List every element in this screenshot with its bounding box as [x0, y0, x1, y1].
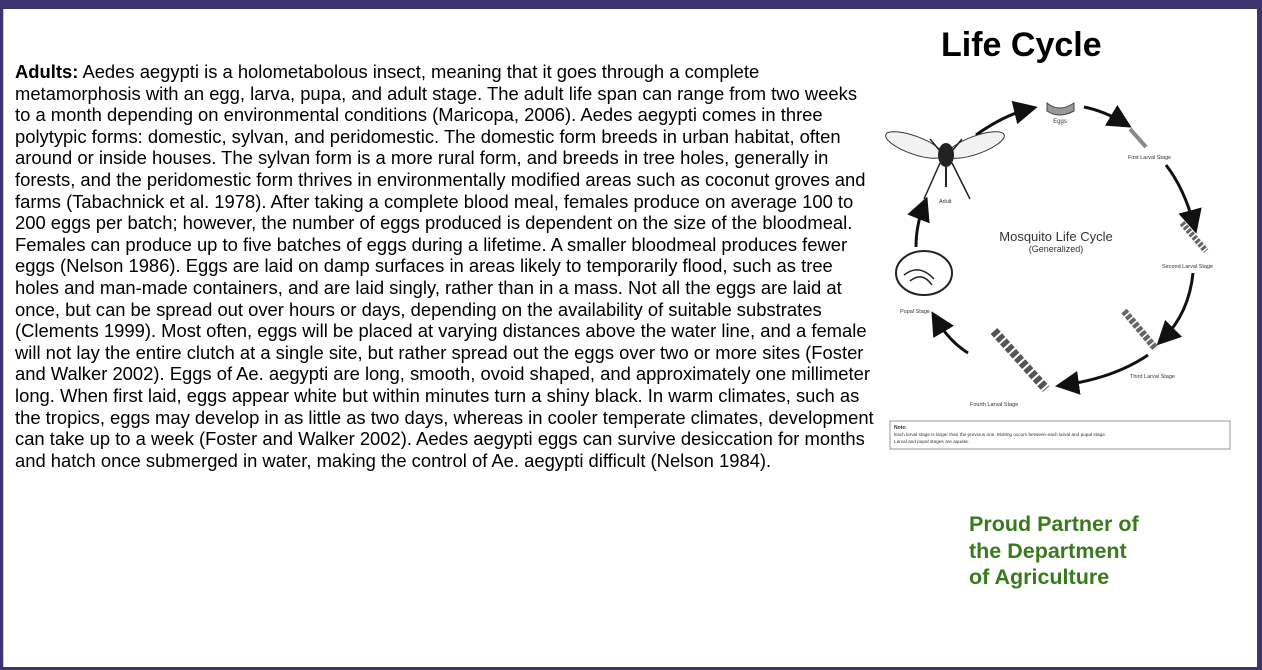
first-larval-illustration [1130, 129, 1146, 147]
diagram-title: Mosquito Life Cycle [999, 229, 1113, 244]
diagram-note-line-1: Each larval stage is larger than the previous one. Molting occurs between each larval and pupal stage. [894, 432, 1107, 437]
arrow-first-to-second [1166, 165, 1194, 225]
stage-label-adult: Adult [939, 199, 952, 205]
pupa-illustration [896, 251, 952, 295]
stage-label-third-larval: Third Larval Stage [1130, 374, 1175, 380]
stage-label-eggs: Eggs [1053, 119, 1067, 125]
adults-paragraph [15, 61, 875, 471]
partner-line: of Agriculture [969, 565, 1110, 589]
life-cycle-title: Life Cycle [941, 26, 1102, 64]
fourth-larval-illustration [994, 331, 1046, 389]
page-content [3, 9, 1257, 667]
diagram-note-heading: Note: [894, 425, 907, 431]
diagram-subtitle: (Generalized) [1028, 244, 1084, 254]
stage-label-fourth-larval: Fourth Larval Stage [970, 402, 1019, 408]
arrow-fourth-to-pupal [936, 319, 968, 353]
partner-line: the Department [969, 538, 1127, 563]
arrow-third-to-fourth [1064, 355, 1148, 385]
arrow-eggs-to-first [1084, 107, 1124, 123]
adults-body-text: Aedes aegypti is a holometabolous insect, meaning that it goes through a complete metamorphosis with an egg, larva, pupa, and adult stage. The adult life span can range from two weeks to a month depending on environmental conditions (Maricopa, 2006). Aedes aegypti comes in three polytypic forms: domestic, sylvan, and peridomestic. The domestic form breeds in urban habitat, often around or inside houses. The sylvan form is a more rural form, and breeds in tree holes, generally in forests, and the peridomestic form thrives in environmentally modified areas such as coconut groves and farms (Tabachnick et al. 1978). After taking a complete blood meal, females produce on average 100 to 200 eggs per batch; however, the number of eggs produced is dependent on the size of the bloodmeal. Females can produce up to five batches of eggs during a lifetime. A smaller bloodmeal produces fewer eggs (Nelson 1986). Eggs are laid on damp surfaces in areas likely to temporarily flood, such as tree holes and man-made containers, and are laid singly, rather than in a mass. Not all the eggs are laid at once, but can be spread out over hours or days, depending on the availability of suitable substrates (Clements 1999). Most often, eggs will be placed at varying distances above the water line, and a female will not lay the entire clutch at a single site, but rather spread out the eggs over two or more sites (Foster and Walker 2002). Eggs of Ae. aegypti are long, smooth, ovoid shaped, and approximately one millimeter long. When first laid, eggs appear white but within minutes turn a shiny black. In warm climates, such as the tropics, eggs may develop in as little as two days, whereas in cooler temperate climates, development can take up to a week (Foster and Walker 2002). Aedes aegypti eggs can survive desiccation for months and hatch once submerged in water, making the control of Ae. aegypti difficult (Nelson 1984). [15, 61, 874, 471]
second-larval-illustration [1182, 223, 1206, 251]
third-larval-illustration [1124, 311, 1156, 349]
eggs-illustration [1047, 103, 1074, 115]
arrow-second-to-third [1163, 273, 1193, 339]
adults-heading: Adults: [15, 61, 79, 82]
stage-label-first-larval: First Larval Stage [1128, 155, 1172, 161]
partner-statement [969, 511, 1139, 591]
mosquito-life-cycle-diagram [884, 93, 1234, 463]
adult-mosquito-illustration [884, 126, 1007, 199]
stage-label-pupal: Pupal Stage [900, 309, 930, 315]
diagram-note-line-2: Larval and pupal stages are aquatic. [894, 439, 970, 444]
arrow-pupal-to-adult [916, 205, 924, 247]
partner-line: Proud Partner of [969, 512, 1139, 536]
arrow-adult-to-eggs [976, 109, 1029, 135]
stage-label-second-larval: Second Larval Stage [1162, 264, 1214, 270]
